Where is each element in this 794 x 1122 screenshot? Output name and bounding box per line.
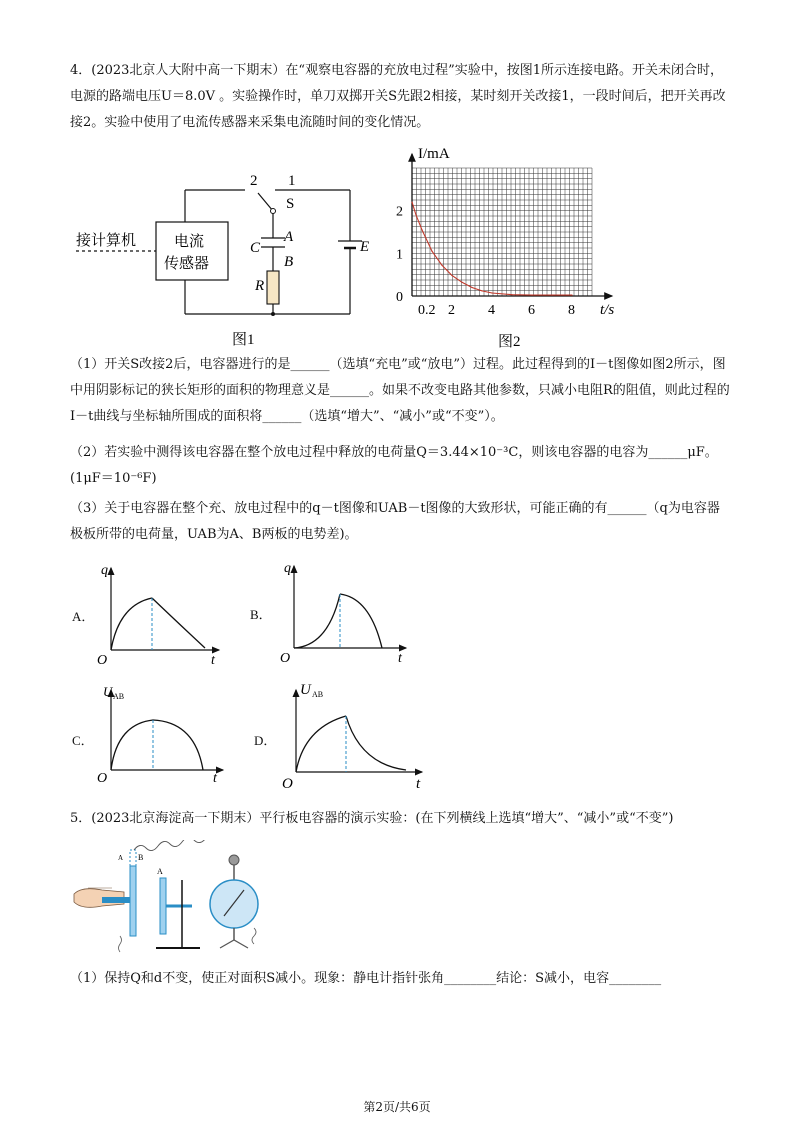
fig1-label-2: 2 xyxy=(250,173,258,189)
option-A-graph xyxy=(95,560,225,670)
page-footer: 第2页/共6页 xyxy=(363,1100,431,1114)
series-I-point xyxy=(571,295,572,296)
y-axis-label: I/mA xyxy=(418,146,450,162)
y-tick-label: 1 xyxy=(396,247,403,263)
series-I-point xyxy=(441,265,442,266)
fig1-label-R: R xyxy=(255,278,265,294)
fig1-sensor-line2: 传感器 xyxy=(164,256,210,272)
figure-2-chart xyxy=(388,142,628,352)
option-B-origin: O xyxy=(280,651,291,666)
series-I-point xyxy=(415,214,416,215)
series-I-point xyxy=(471,287,472,288)
option-D-xlabel: t xyxy=(416,776,421,792)
q4-part1: （1）开关S改接2后，电容器进行的是______（选填“充电”或“放电”）过程。此过程得到的I－t图像如图2所示，图中用阴影标记的狭长矩形的面积的物理意义是______。如果不改变电路其他参数，只减小电阻R的阻值，则此过程的I－t曲线与坐标轴所围成的面积将______（选填“增大”、“减小”或“不变”）。 xyxy=(70,357,730,424)
x-tick-label: 4 xyxy=(488,303,495,318)
option-A-ylabel: q xyxy=(101,563,108,578)
x-tick-label: 8 xyxy=(568,303,575,318)
x-axis-label: t/s xyxy=(600,302,615,318)
option-D-letter: D． xyxy=(254,733,277,748)
option-C-ylabel: U xyxy=(103,684,113,699)
q5-plate-A-small: A xyxy=(118,854,124,862)
q4-part3: （3）关于电容器在整个充、放电过程中的q－t图像和UAB－t图像的大致形状，可能正确的有______（q为电容器极板所带的电荷量，UAB为A、B两板的电势差)。 xyxy=(70,501,720,542)
series-I-point xyxy=(451,275,452,276)
fig1-caption: 图1 xyxy=(232,332,255,348)
q4-part2: （2）若实验中测得该电容器在整个放电过程中释放的电荷量Q＝3.44×10⁻³C，则该电容器的电容为______μF。(1μF＝10⁻⁶F) xyxy=(70,445,718,486)
option-A-origin: O xyxy=(97,653,108,668)
q5-plate-B-small: B xyxy=(138,853,144,862)
q5-intro: 5．(2023北京海淀高一下期末）平行板电容器的演示实验：(在下列横线上选填“增大”、“减小”或“不变”) xyxy=(70,811,674,826)
option-A-letter: A． xyxy=(72,609,95,624)
option-C-graph xyxy=(95,682,230,790)
option-B-letter: B． xyxy=(250,607,272,622)
y-tick-label: 2 xyxy=(396,204,403,220)
fig1-sensor-line1: 电流 xyxy=(174,234,205,250)
q5-part1: （1）保持Q和d不变，使正对面积S减小。现象：静电计指针张角________结论：S减小，电容________ xyxy=(70,971,662,986)
option-C-letter: C． xyxy=(72,733,94,748)
fig1-label-B: B xyxy=(284,254,294,270)
x-tick-label: 0.2 xyxy=(418,303,436,318)
fig1-label-1: 1 xyxy=(288,173,296,189)
figure-1-circuit xyxy=(70,168,380,348)
fig1-label-S: S xyxy=(286,196,295,212)
series-I-point xyxy=(481,290,482,291)
q5-apparatus-figure xyxy=(72,840,282,955)
series-I-point xyxy=(531,295,532,296)
q5-plate-A: A xyxy=(157,867,163,876)
option-C-xlabel: t xyxy=(213,771,217,786)
option-D-ysub: AB xyxy=(312,690,324,699)
option-B-xlabel: t xyxy=(398,651,402,666)
x-tick-label: 6 xyxy=(528,303,535,318)
option-B-graph xyxy=(278,558,413,668)
series-I-point xyxy=(411,202,412,203)
series-I-point xyxy=(421,229,422,230)
option-B-ylabel: q xyxy=(284,561,291,576)
option-D-graph xyxy=(280,680,430,792)
option-A-xlabel: t xyxy=(211,653,215,668)
fig1-label-A: A xyxy=(284,229,294,245)
q4-intro: 4．(2023北京人大附中高一下期末）在“观察电容器的充放电过程”实验中，按图1所示连接电路。开关未闭合时，电源的路端电压U＝8.0V 。实验操作时，单刀双掷开关S先跟2相接，某时刻开关改接1，一段时间后，把开关再改接2。实验中使用了电流传感器来采集电流随时间的变化情况。 xyxy=(70,63,726,130)
x-tick-label: 2 xyxy=(448,303,455,318)
series-I-point xyxy=(511,294,512,295)
fig1-label-C: C xyxy=(250,240,261,256)
fig1-label-E: E xyxy=(360,239,370,255)
y-tick-label: 0 xyxy=(396,290,403,305)
option-C-origin: O xyxy=(97,771,108,786)
fig2-caption: 图2 xyxy=(498,334,521,350)
series-I-point xyxy=(461,282,462,283)
option-C-ysub: AB xyxy=(113,692,125,701)
series-I-point xyxy=(491,292,492,293)
series-I-point xyxy=(551,295,552,296)
option-D-origin: O xyxy=(282,776,293,792)
series-I-point xyxy=(431,251,432,252)
option-D-ylabel: U xyxy=(300,682,311,698)
fig1-computer-label: 接计算机 xyxy=(76,233,137,249)
